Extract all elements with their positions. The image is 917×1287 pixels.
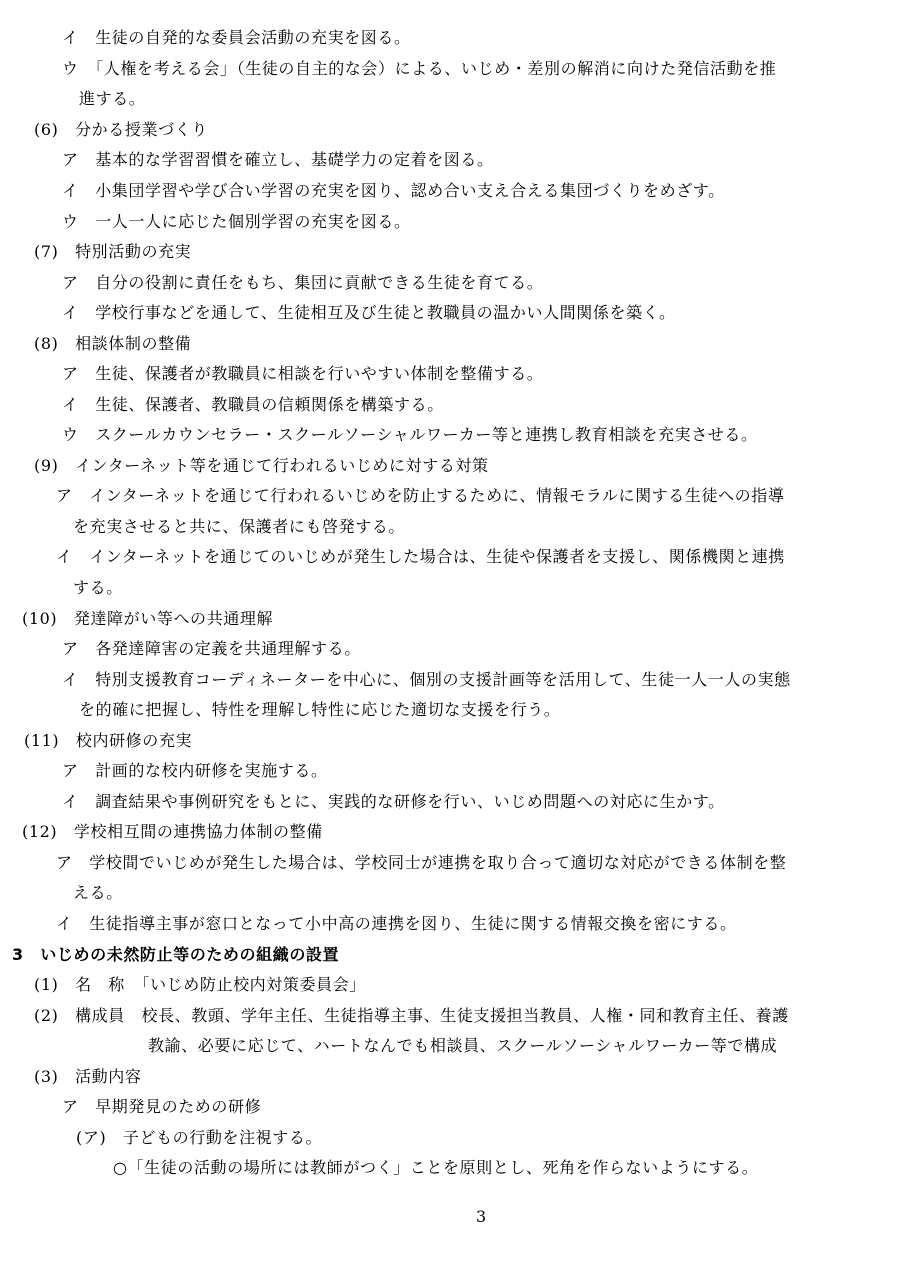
item-3-3-activities: (3) 活動内容 bbox=[34, 1067, 142, 1086]
item-7-i: イ 学校行事などを通して、生徒相互及び生徒と教職員の温かい人間関係を築く。 bbox=[62, 303, 676, 322]
item-i-committee: イ 生徒の自発的な委員会活動の充実を図る。 bbox=[62, 28, 411, 47]
item-u-human-rights: ウ 「人権を考える会」（生徒の自主的な会）による、いじめ・差別の解消に向けた発信活動を推 bbox=[62, 59, 777, 78]
item-3-2-members: (2) 構成員 校長、教頭、学年主任、生徒指導主事、生徒支援担当教員、人権・同和教育主任、養護 bbox=[34, 1006, 789, 1025]
item-9-i-cont: する。 bbox=[73, 578, 123, 597]
item-11-i: イ 調査結果や事例研究をもとに、実践的な研修を行い、いじめ問題への対応に生かす。 bbox=[62, 792, 725, 811]
item-12-a: ア 学校間でいじめが発生した場合は、学校同士が連携を取り合って適切な対応ができる体制を整 bbox=[56, 853, 787, 872]
item-8-u: ウ スクールカウンセラー・スクールソーシャルワーカー等と連携し教育相談を充実させる。 bbox=[62, 425, 758, 444]
section-heading-11: (11) 校内研修の充実 bbox=[24, 731, 193, 750]
item-6-a: ア 基本的な学習習慣を確立し、基礎学力の定着を図る。 bbox=[62, 150, 494, 169]
item-3-3-a-sub: (ア) 子どもの行動を注視する。 bbox=[76, 1128, 323, 1147]
section-heading-9: (9) インターネット等を通じて行われるいじめに対する対策 bbox=[34, 456, 489, 475]
item-3-1-name: (1) 名 称 「いじめ防止校内対策委員会」 bbox=[34, 975, 366, 994]
item-9-a: ア インターネットを通じて行われるいじめを防止するために、情報モラルに関する生徒への指導 bbox=[56, 486, 785, 505]
item-9-i: イ インターネットを通じてのいじめが発生した場合は、生徒や保護者を支援し、関係機関と連携 bbox=[56, 547, 785, 566]
section-heading-12: (12) 学校相互間の連携協力体制の整備 bbox=[22, 822, 323, 841]
item-11-a: ア 計画的な校内研修を実施する。 bbox=[62, 761, 328, 780]
item-10-i-cont: を的確に把握し、特性を理解し特性に応じた適切な支援を行う。 bbox=[79, 700, 561, 719]
item-3-3-a: ア 早期発見のための研修 bbox=[62, 1097, 262, 1116]
item-6-u: ウ 一人一人に応じた個別学習の充実を図る。 bbox=[62, 212, 411, 231]
section-heading-8: (8) 相談体制の整備 bbox=[34, 334, 192, 353]
item-8-a: ア 生徒、保護者が教職員に相談を行いやすい体制を整備する。 bbox=[62, 364, 544, 383]
page-number: 3 bbox=[476, 1207, 487, 1226]
item-3-2-members-cont: 教諭、必要に応じて、ハートなんでも相談員、スクールソーシャルワーカー等で構成 bbox=[148, 1036, 778, 1055]
item-8-i: イ 生徒、保護者、教職員の信頼関係を構築する。 bbox=[62, 395, 444, 414]
item-10-a: ア 各発達障害の定義を共通理解する。 bbox=[62, 639, 361, 658]
item-3-3-a-bullet: ○「生徒の活動の場所には教師がつく」ことを原則とし、死角を作らないようにする。 bbox=[113, 1158, 759, 1177]
item-7-a: ア 自分の役割に責任をもち、集団に貢献できる生徒を育てる。 bbox=[62, 273, 544, 292]
chapter-heading-3: 3 いじめの未然防止等のための組織の設置 bbox=[12, 945, 340, 964]
item-9-a-cont: を充実させると共に、保護者にも啓発する。 bbox=[73, 517, 406, 536]
section-heading-10: (10) 発達障がい等への共通理解 bbox=[22, 609, 274, 628]
item-10-i: イ 特別支援教育コーディネーターを中心に、個別の支援計画等を活用して、生徒一人一人の実態 bbox=[62, 670, 791, 689]
item-6-i: イ 小集団学習や学び合い学習の充実を図り、認め合い支え合える集団づくりをめざす。 bbox=[62, 181, 725, 200]
section-heading-6: (6) 分かる授業づくり bbox=[34, 120, 208, 139]
section-heading-7: (7) 特別活動の充実 bbox=[34, 242, 192, 261]
item-12-i: イ 生徒指導主事が窓口となって小中高の連携を図り、生徒に関する情報交換を密にする。 bbox=[56, 914, 737, 933]
item-u-human-rights-cont: 進する。 bbox=[79, 89, 146, 108]
item-12-a-cont: える。 bbox=[73, 883, 123, 902]
